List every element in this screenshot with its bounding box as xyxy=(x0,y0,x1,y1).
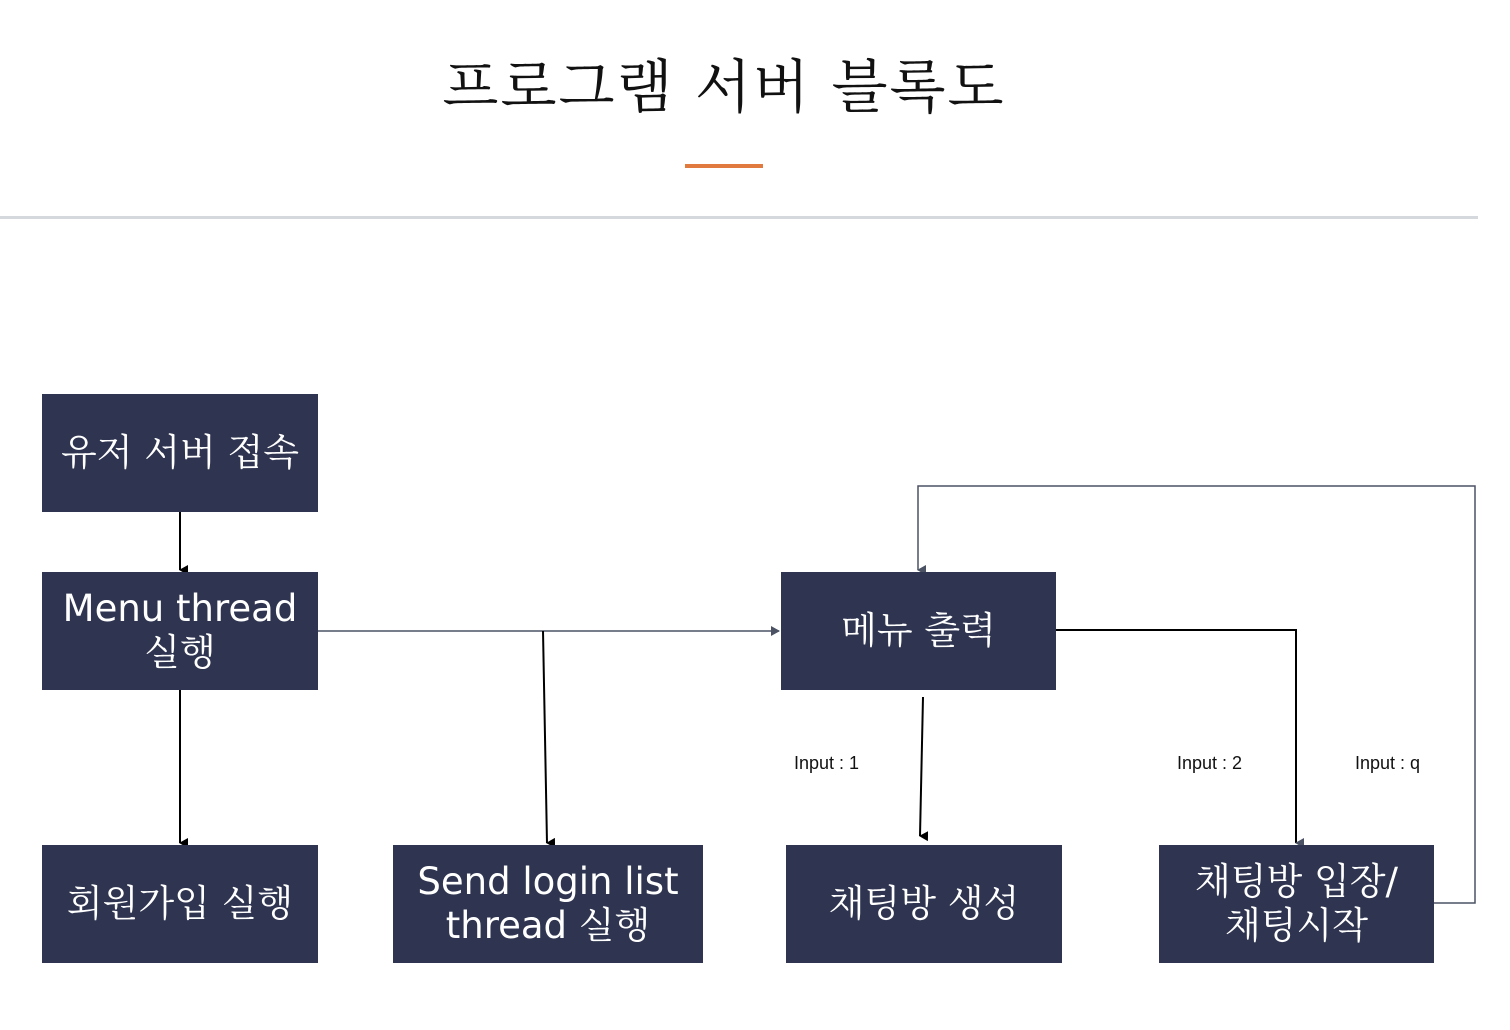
node-send-login-list: Send login list thread 실행 xyxy=(393,845,703,963)
edge-enter-room-to-menu-print xyxy=(918,486,1475,903)
edge-label-input-q: Input : q xyxy=(1355,753,1421,773)
node-enter-room: 채팅방 입장/ 채팅시작 xyxy=(1159,845,1434,963)
node-menu-thread: Menu thread 실행 xyxy=(42,572,318,690)
edge-menu-print-to-create-room xyxy=(920,697,923,836)
node-signup: 회원가입 실행 xyxy=(42,845,318,963)
edge-menu-print-to-enter-room xyxy=(1056,630,1296,843)
node-user-connect: 유저 서버 접속 xyxy=(42,394,318,512)
edge-menu-thread-to-send-login-list xyxy=(543,631,547,843)
edge-label-input-1: Input : 1 xyxy=(794,753,860,773)
edge-label-input-2: Input : 2 xyxy=(1177,753,1243,773)
diagram-title: 프로그램 서버 블록도 xyxy=(442,53,1006,121)
node-create-room: 채팅방 생성 xyxy=(786,845,1062,963)
node-menu-print: 메뉴 출력 xyxy=(781,572,1056,690)
